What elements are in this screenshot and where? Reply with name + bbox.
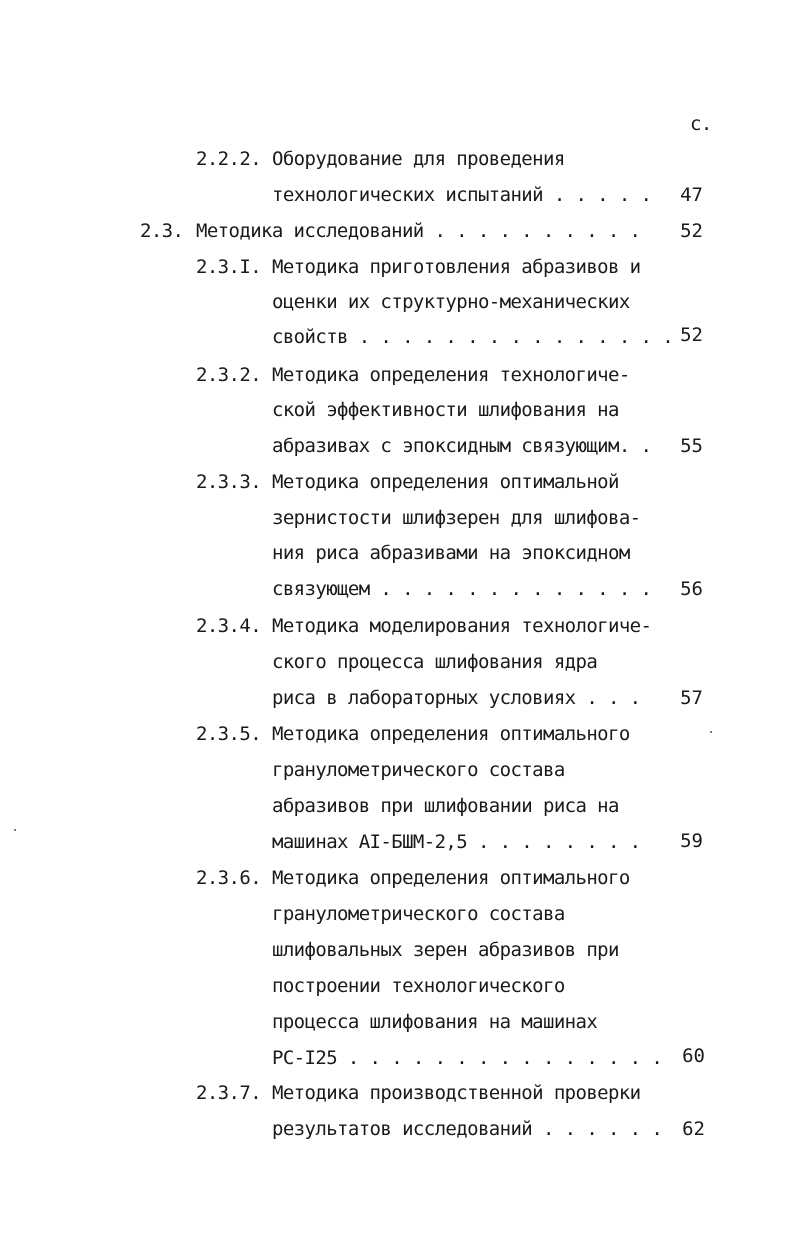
toc-title-line: абразивов при шлифовании риса на <box>272 795 619 817</box>
toc-title-line: машинах АI-БШМ-2,5 . . . . . . . . <box>272 831 641 853</box>
toc-title-line: шлифовальных зерен абразивов при <box>272 939 619 961</box>
toc-title-line: РС-I25 . . . . . . . . . . . . . . . <box>272 1047 663 1069</box>
toc-title-line: зернистости шлифзерен для шлифова- <box>272 507 641 529</box>
toc-title-line: ского процесса шлифования ядра <box>272 651 598 673</box>
toc-title-line: Оборудование для проведения <box>272 148 565 170</box>
toc-page-number: 47 <box>680 184 703 206</box>
toc-page-number: 52 <box>680 220 703 242</box>
toc-title-line: Методика приготовления абразивов и <box>272 256 641 278</box>
toc-title-line: абразивах с эпоксидным связующим. . <box>272 435 652 457</box>
toc-title-line: технологических испытаний . . . . . <box>272 184 652 206</box>
toc-number-2-3-5: 2.3.5. <box>196 723 262 745</box>
toc-title-line: Методика определения оптимального <box>272 867 630 889</box>
toc-title-line: гранулометрического состава <box>272 903 565 925</box>
toc-title-line: ской эффективности шлифования на <box>272 399 619 421</box>
toc-number-2-3: 2.3. <box>140 220 184 242</box>
toc-number-2-3-1: 2.3.I. <box>196 256 262 278</box>
toc-title-line: риса в лабораторных условиях . . . <box>272 687 641 709</box>
toc-page-number: 59 <box>680 830 703 852</box>
toc-page-number: 52 <box>680 324 703 346</box>
toc-number-2-3-7: 2.3.7. <box>196 1082 262 1104</box>
toc-title-line: связующем . . . . . . . . . . . . . <box>272 578 652 600</box>
toc-title-line: Методика исследований . . . . . . . . . . <box>196 220 641 242</box>
scan-speck <box>14 829 16 831</box>
page-column-label: с. <box>690 113 712 135</box>
toc-title-line: свойств . . . . . . . . . . . . . . . <box>272 326 674 348</box>
toc-page-number: 62 <box>682 1118 705 1140</box>
scan-speck <box>710 731 712 733</box>
toc-title-line: Методика определения оптимальной <box>272 471 619 493</box>
toc-title-line: Методика моделирования технологиче- <box>272 615 652 637</box>
toc-title-line: ния риса абразивами на эпоксидном <box>272 542 630 564</box>
toc-page-number: 55 <box>680 435 703 457</box>
toc-number-2-3-6: 2.3.6. <box>196 867 262 889</box>
toc-title-line: Методика производственной проверки <box>272 1082 641 1104</box>
toc-page-number: 57 <box>680 687 703 709</box>
toc-page-number: 56 <box>680 578 703 600</box>
toc-page-number: 60 <box>682 1045 705 1067</box>
toc-title-line: гранулометрического состава <box>272 759 565 781</box>
toc-title-line: Методика определения оптимального <box>272 723 630 745</box>
toc-number-2-3-2: 2.3.2. <box>196 364 262 386</box>
toc-number-2-2-2: 2.2.2. <box>196 148 262 170</box>
toc-title-line: построении технологического <box>272 975 565 997</box>
toc-number-2-3-4: 2.3.4. <box>196 615 262 637</box>
toc-title-line: процесса шлифования на машинах <box>272 1011 598 1033</box>
toc-title-line: Методика определения технологиче- <box>272 364 630 386</box>
toc-number-2-3-3: 2.3.3. <box>196 471 262 493</box>
toc-title-line: оценки их структурно-механических <box>272 291 630 313</box>
toc-title-line: результатов исследований . . . . . . <box>272 1118 663 1140</box>
